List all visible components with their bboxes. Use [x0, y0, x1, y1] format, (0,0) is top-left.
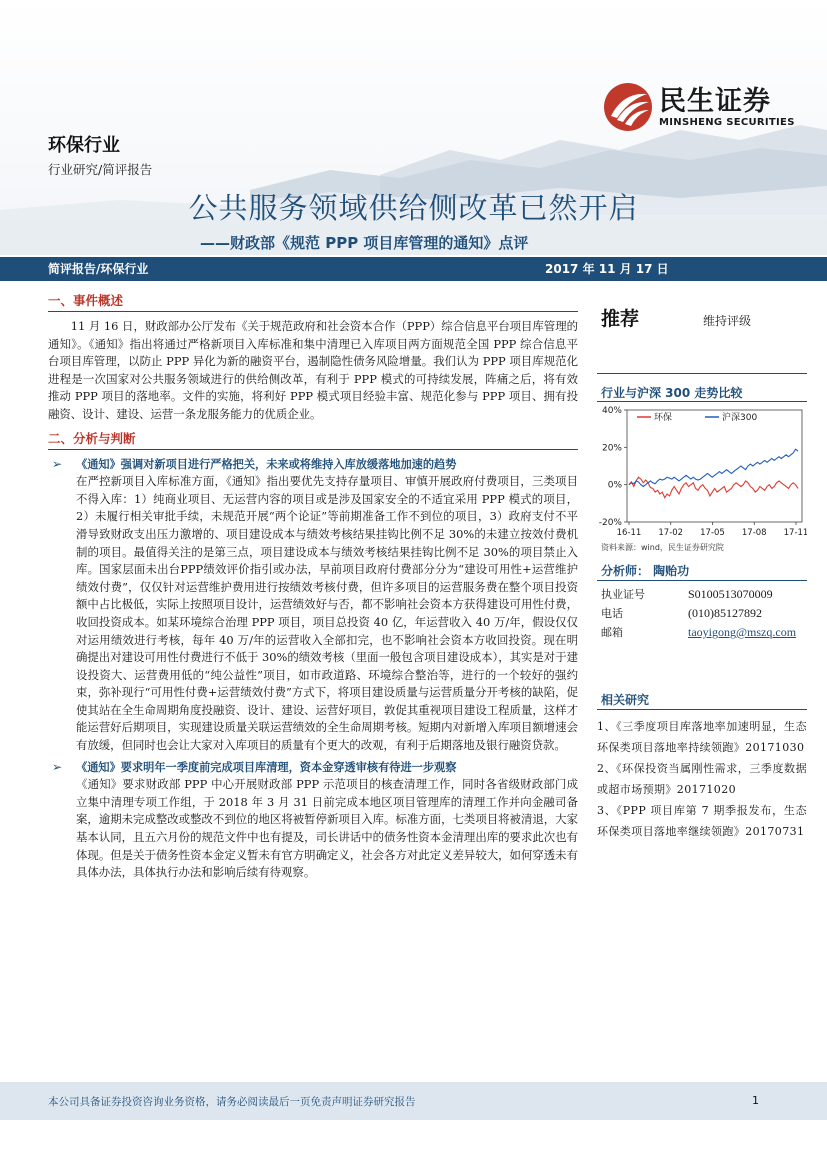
analyst-row [597, 585, 807, 604]
analysis-point-1-body: 在严控新项目入库标准方面，《通知》指出要优先支持存量项目、审慎开展政府付费项目，三类项目不得入库：1）纯商业项目、无运营内容的项目或是涉及国家安全的不适宜采用 PPP 模式的项目，2）未履行相关审批手续，未规范开展“两个论证”等前期准备工作不到位的项目，3）政府支付不平滑导致财政支出压力激增的、项目建设成本与绩效考核结果挂钩比例不足 30%的未建立按效付费机制的项目。最值得关注的是第三点，项目建设成本与绩效考核结果挂钩比例不足 30%的项目禁止入库。国家层面未出台PPP绩效评价指引或办法，早前项目政府付费部分分为“建设可用性+运营维护绩效付费”，仅仅针对运营维护费用进行按绩效考核付费，但许多项目的运营服务费在整个项目投资额中占比极低，实际上按照项目设计，运营绩效好与否，都不影响社会资本方获得建设可用性付费，收回投资成本。如某环境综合治理 PPP 项目，项目总投资 40 亿，年运营收入 40 万/年，假设仅仅对运用绩效进行考核，每年 40 万/年的运营收入全部扣完，也不影响社会资本方收回投资。现在明确提出对建设可用性付费进行不低于 30%的绩效考核（里面一般包含项目建设成本），其实是对于建设投资大、运营费用低的“纯公益性”项目，如市政道路、环境综合整治等，进行的一个较好的强约束，弥补现行“可用性付费+运营绩效付费”方式下，将项目建设质量与运营质量分开考核的缺陷，促使其站在全生命周期角度投融资、设计、建设、运营好项目，敦促其重视项目建设工程质量，这样才能运营好后期项目，实现建设质量关联运营绩效的全生命周期考核。短期内对新增入库项目额增速会有放缓，但同时也会让大家对入库项目的质量有个更大的改观，有利于后期落地及银行融资贷款。 [76, 474, 578, 753]
analyst-phone: (010)85127892 [688, 606, 762, 620]
rating-box [597, 290, 807, 374]
analyst-row-key: 邮箱 [601, 626, 623, 639]
x-tick-label: 16-11 [616, 528, 642, 538]
trend-chart [597, 402, 807, 542]
brand-name-cn: 民生证券 [659, 85, 771, 117]
bar-category: 简评报告/环保行业 [48, 262, 149, 276]
section-heading-event: 一、事件概述 [48, 290, 578, 312]
x-tick-label: 17-08 [741, 528, 767, 538]
page-number: 1 [752, 1094, 759, 1107]
brand-name-en: MINSHENG SECURITIES [659, 116, 795, 128]
analyst-info [597, 585, 807, 642]
plot-frame [627, 410, 802, 522]
analyst-row-key: 执业证号 [601, 588, 645, 601]
rating-sub: 维持评级 [703, 314, 752, 328]
analyst-email-link[interactable]: taoyigong@mszq.com [688, 625, 797, 639]
series-line-hs300 [629, 449, 798, 486]
chart-source: 资料来源：wind，民生证券研究院 [601, 543, 724, 552]
analysis-point-1 [48, 456, 578, 755]
footer-disclaimer: 本公司具备证券投资咨询业务资格，请务必阅读最后一页免责声明证券研究报告 [48, 1096, 416, 1108]
industry-label: 环保行业 [48, 135, 120, 156]
analyst-row-key: 电话 [601, 607, 623, 620]
related-research-list [597, 716, 807, 842]
analyst-title: 分析师： 陶贻功 [597, 561, 807, 581]
analysis-point-2-heading: 《通知》要求明年一季度前完成项目库清理，资本金穿透审核有待进一步观察 [76, 760, 457, 774]
minsheng-logo-icon [603, 82, 653, 132]
info-bar [0, 257, 827, 281]
section-heading-analysis: 二、分析与判断 [48, 428, 578, 450]
y-tick-label: 20% [601, 443, 622, 454]
trend-chart-svg [597, 402, 807, 542]
x-tick-label: 17-05 [700, 528, 725, 538]
analyst-license: S0100513070009 [688, 587, 773, 601]
legend-label: 环保 [654, 413, 673, 423]
series-line-env [629, 477, 798, 498]
y-tick-label: -20% [598, 518, 622, 528]
analysis-point-1-heading: 《通知》强调对新项目进行严格把关，未来或将维持入库放缓落地加速的趋势 [76, 457, 457, 471]
report-title: 公共服务领域供给侧改革已然开启 [188, 191, 639, 225]
analysis-point-2-body: 《通知》要求财政部 PPP 中心开展财政部 PPP 示范项目的核查清理工作，同时各省级财政部门成立集中清理专项工作组，于 2018 年 3 月 31 日前完成本地区项目管理库的清理工作并向金融司备案，逾期未完成整改或整改不到位的地区将被暂停新项目入库。标准方面，七类项目将被清退，大家基本认同，且五六月份的规范文件中也有提及，司长讲话中的债务性资本金清理出库的要求此次也有体现。但是关于债务性资本金定义暂未有官方明确定义，社会各方对此定义差异较大，如何穿透未有具体办法，具体执行办法和影响后续有待观察。 [76, 777, 578, 880]
analyst-row [597, 623, 807, 642]
x-tick-label: 17-11 [783, 528, 807, 538]
report-date: 2017 年 11 月 17 日 [545, 262, 669, 276]
page-footer [0, 1082, 827, 1120]
arrow-bullet-icon: ➢ [52, 456, 63, 471]
brand-logo [603, 82, 795, 132]
sidebar [597, 290, 807, 842]
rating-label: 推荐 [601, 308, 640, 330]
related-research-item[interactable]: 2、《环保投资当属刚性需求，三季度数据或超市场预期》20171020 [597, 762, 807, 796]
main-column [48, 290, 578, 882]
report-subtitle: ——财政部《规范 PPP 项目库管理的通知》点评 [200, 234, 529, 252]
related-research-item[interactable]: 3、《PPP 项目库第 7 期季报发布，生态环保类项目落地率继续领跑》20170731 [597, 804, 807, 838]
chart-title: 行业与沪深 300 走势比较 [597, 384, 807, 402]
y-tick-label: 40% [601, 406, 622, 416]
analysis-point-2 [48, 759, 578, 882]
report-type: 行业研究/简评报告 [48, 162, 153, 177]
related-research-title: 相关研究 [597, 690, 807, 710]
x-tick-label: 17-02 [658, 528, 684, 538]
related-research-item[interactable]: 1、《三季度项目库落地率加速明显，生态环保类项目落地率持续领跑》20171030 [597, 720, 807, 754]
y-tick-label: 0% [607, 480, 622, 491]
legend-label: 沪深300 [722, 413, 758, 423]
event-paragraph: 11 月 16 日，财政部办公厅发布《关于规范政府和社会资本合作（PPP）综合信息平台项目库管理的通知》。《通知》指出将通过严格新项目入库标准和集中清理已入库项目两方面规范全国 PPP 综合信息平台项目库管理，以防止 PPP 异化为新的融资平台，遏制隐性债务风险增量。我们认为 PPP 项目库规范化进程是一次国家对公共服务领域进行的供给侧改革，有利于 PPP 模式的可持续发展，阵痛之后，将有效推动 PPP 项目的落地率。文件的实施，将利好 PPP 模式项目经验丰富、规范化参与 PPP 项目、拥有投融资、设计、建设、运营一条龙服务能力的优质企业。 [48, 319, 578, 421]
arrow-bullet-icon: ➢ [52, 759, 63, 774]
analyst-row [597, 604, 807, 623]
